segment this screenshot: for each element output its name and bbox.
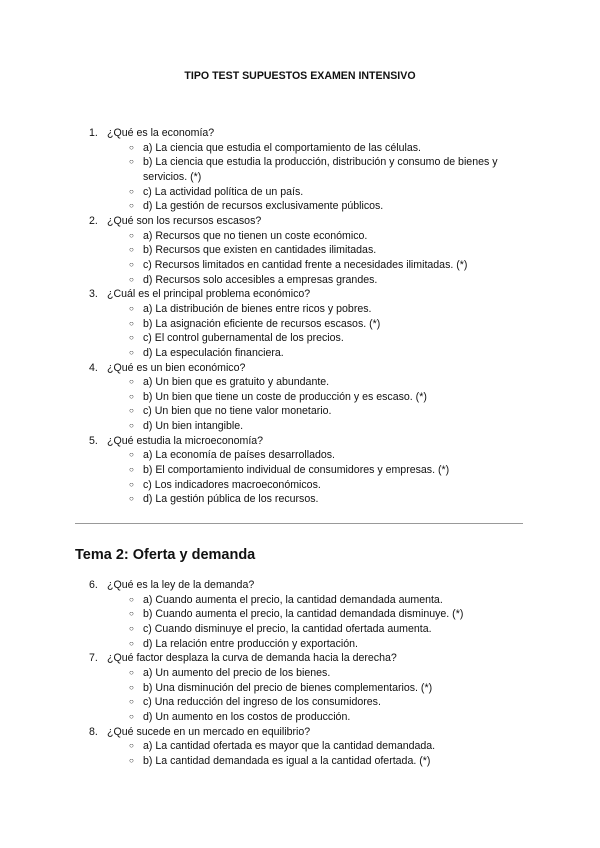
answer-option-text: a) Un bien que es gratuito y abundante. [143,376,330,389]
hollow-bullet-icon: ○ [129,479,134,489]
answer-option [75,302,515,317]
answer-option [75,754,515,769]
answer-option [75,258,515,273]
answer-option-text: b) Un bien que tiene un coste de producción y es escaso. (*) [143,390,427,403]
question-text: ¿Cuál es el principal problema económico? [107,288,311,301]
question [75,214,525,229]
answer-option-text: d) Un bien intangible. [143,420,244,433]
question [75,725,525,740]
answer-option-text: c) Recursos limitados en cantidad frente a necesidades ilimitadas. (*) [143,258,468,271]
answer-option-text: c) Un bien que no tiene valor monetario. [143,405,332,418]
hollow-bullet-icon: ○ [129,186,134,196]
answer-option-text: d) Un aumento en los costos de producción. [143,710,351,723]
question-list-section-1 [75,126,525,507]
answer-option [75,199,515,214]
answer-option [75,390,515,405]
question-text: ¿Qué es la economía? [107,127,215,139]
answer-option-text: d) Recursos solo accesibles a empresas grandes. [143,273,378,286]
answer-option-text: c) Cuando disminuye el precio, la cantidad ofertada aumenta. [143,622,432,635]
answer-option-text: a) La ciencia que estudia el comportamiento de las células. [143,141,421,154]
hollow-bullet-icon: ○ [129,623,134,633]
hollow-bullet-icon: ○ [129,638,134,648]
answer-option [75,492,515,507]
answer-option-text: b) El comportamiento individual de consumidores y empresas. (*) [143,464,450,477]
answer-option-text: d) La gestión de recursos exclusivamente públicos. [143,200,384,213]
hollow-bullet-icon: ○ [129,318,134,328]
hollow-bullet-icon: ○ [129,142,134,152]
question [75,287,525,302]
hollow-bullet-icon: ○ [129,245,134,255]
question-number: 6. [89,579,98,591]
answer-option [75,695,515,710]
answer-option [75,666,515,681]
answer-option [75,229,515,244]
hollow-bullet-icon: ○ [129,406,134,416]
hollow-bullet-icon: ○ [129,494,134,504]
hollow-bullet-icon: ○ [129,201,134,211]
answer-option [75,637,515,652]
answer-option-text: c) El control gubernamental de los precios. [143,332,344,345]
answer-option [75,622,515,637]
answer-option-text: a) Recursos que no tienen un coste económico. [143,229,368,242]
answer-option [75,448,515,463]
answer-option-text: a) La cantidad ofertada es mayor que la cantidad demandada. [143,740,436,753]
document-title: TIPO TEST SUPUESTOS EXAMEN INTENSIVO [184,70,416,82]
answer-option [75,273,515,288]
hollow-bullet-icon: ○ [129,682,134,692]
question [75,578,525,593]
question-list-section-2 [75,578,525,769]
question-number: 7. [89,652,98,665]
question-number: 1. [89,127,98,139]
answer-option [75,331,515,346]
answer-option [75,710,515,725]
answer-option-text: a) Cuando aumenta el precio, la cantidad demandada aumenta. [143,593,443,606]
question [75,651,525,666]
answer-option-text: b) Cuando aumenta el precio, la cantidad demandada disminuye. (*) [143,608,464,621]
answer-option-text: c) Los indicadores macroeconómicos. [143,478,321,491]
answer-option-text: c) La actividad política de un país. [143,185,304,198]
question-text: ¿Qué es un bien económico? [107,361,246,374]
hollow-bullet-icon: ○ [129,450,134,460]
answer-option-text: a) Un aumento del precio de los bienes. [143,666,331,679]
answer-option [75,593,515,608]
answer-option [75,681,515,696]
answer-option-text: d) La gestión pública de los recursos. [143,493,319,506]
hollow-bullet-icon: ○ [129,259,134,269]
hollow-bullet-icon: ○ [129,303,134,313]
question-text: ¿Qué son los recursos escasos? [107,214,262,227]
hollow-bullet-icon: ○ [129,465,134,475]
answer-option [75,141,515,156]
question-text: ¿Qué es la ley de la demanda? [107,579,255,591]
answer-option [75,155,515,184]
hollow-bullet-icon: ○ [129,391,134,401]
hollow-bullet-icon: ○ [129,594,134,604]
hollow-bullet-icon: ○ [129,741,134,751]
answer-option [75,463,515,478]
hollow-bullet-icon: ○ [129,697,134,707]
answer-option-text: b) La asignación eficiente de recursos escasos. (*) [143,317,381,330]
hollow-bullet-icon: ○ [129,711,134,721]
hollow-bullet-icon: ○ [129,755,134,765]
answer-option-text: d) La relación entre producción y exportación. [143,637,358,650]
answer-option-text: d) La especulación financiera. [143,346,284,359]
answer-option-text: b) Una disminución del precio de bienes complementarios. (*) [143,681,433,694]
answer-option-text: b) La cantidad demandada es igual a la cantidad ofertada. (*) [143,754,431,767]
answer-option [75,346,515,361]
hollow-bullet-icon: ○ [129,157,134,167]
question [75,126,525,141]
answer-option-text: b) Recursos que existen en cantidades ilimitadas. [143,244,377,257]
question-number: 3. [89,288,98,301]
hollow-bullet-icon: ○ [129,230,134,240]
question [75,434,525,449]
answer-option [75,185,515,200]
section-heading: Tema 2: Oferta y demanda [75,547,256,563]
answer-option [75,419,515,434]
hollow-bullet-icon: ○ [129,347,134,357]
answer-option-text: a) La distribución de bienes entre ricos y pobres. [143,302,372,315]
answer-option-text: c) Una reducción del ingreso de los consumidores. [143,696,381,709]
question-number: 2. [89,214,98,227]
hollow-bullet-icon: ○ [129,377,134,387]
answer-option-text: b) La ciencia que estudia la producción, distribución y consumo de bienes y servicios. (*) [143,156,498,183]
question-text: ¿Qué estudia la microeconomía? [107,434,264,447]
answer-option [75,243,515,258]
question-text: ¿Qué factor desplaza la curva de demanda hacia la derecha? [107,652,397,665]
section-divider [75,523,523,524]
answer-option [75,739,515,754]
answer-option [75,404,515,419]
question-number: 4. [89,361,98,374]
answer-option [75,317,515,332]
answer-option [75,375,515,390]
question-text: ¿Qué sucede en un mercado en equilibrio? [107,725,311,738]
hollow-bullet-icon: ○ [129,421,134,431]
hollow-bullet-icon: ○ [129,667,134,677]
answer-option [75,478,515,493]
hollow-bullet-icon: ○ [129,609,134,619]
hollow-bullet-icon: ○ [129,333,134,343]
answer-option [75,607,515,622]
hollow-bullet-icon: ○ [129,274,134,284]
answer-option-text: a) La economía de países desarrollados. [143,449,335,462]
question-number: 5. [89,434,98,447]
question-number: 8. [89,725,98,738]
question [75,361,525,376]
